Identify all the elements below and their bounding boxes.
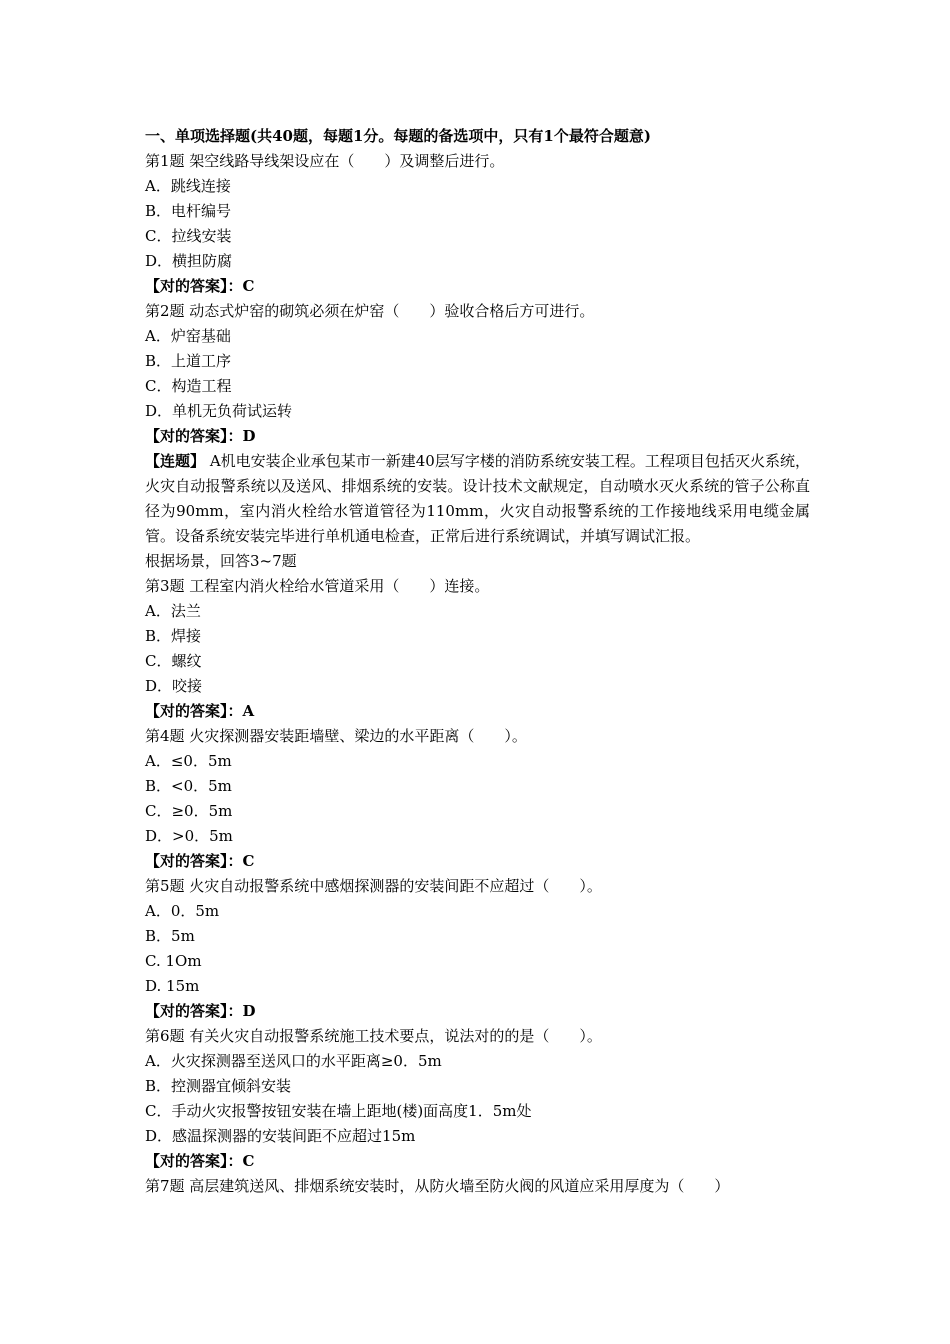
- question-3-answer: 【对的答案】：A: [145, 702, 255, 720]
- question-3-option-c: C．螺纹: [145, 652, 202, 670]
- question-3-option-d: D．咬接: [145, 677, 203, 695]
- scenario-label: 【连题】: [145, 452, 206, 470]
- question-6-option-d: D．感温探测器的安装间距不应超过15m: [145, 1127, 416, 1145]
- question-3-option-a: A．法兰: [145, 602, 201, 620]
- question-4-answer: 【对的答案】：C: [145, 852, 255, 870]
- question-1-option-a: A．跳线连接: [145, 177, 231, 195]
- question-4-option-c: C．≥0．5m: [145, 802, 233, 820]
- question-1-stem: 第1题 架空线路导线架设应在（ ）及调整后进行。: [145, 152, 505, 170]
- question-5-option-b: B．5m: [145, 927, 195, 945]
- question-6-option-a: A．火灾探测器至送风口的水平距离≥0．5m: [145, 1052, 442, 1070]
- question-1-option-c: C．拉线安装: [145, 227, 232, 245]
- question-3-stem: 第3题 工程室内消火栓给水管道采用（ ）连接。: [145, 577, 490, 595]
- question-3-option-b: B．焊接: [145, 627, 202, 645]
- question-6-option-b: B．控测器宜倾斜安装: [145, 1077, 292, 1095]
- question-6-stem: 第6题 有关火灾自动报警系统施工技术要点，说法对的的是（ ）。: [145, 1027, 602, 1045]
- question-4-option-b: B．<0．5m: [145, 777, 232, 795]
- question-1-answer: 【对的答案】：C: [145, 277, 255, 295]
- question-2-option-d: D．单机无负荷试运转: [145, 402, 293, 420]
- question-1-option-d: D．横担防腐: [145, 252, 233, 270]
- scenario-text: A机电安装企业承包某市一新建40层写字楼的消防系统安装工程。工程项目包括灭火系统，火灾自动报警系统以及送风、排烟系统的安装。设计技术文献规定，自动喷水灭火系统的管子公称直径为90mm，室内消火栓给水管道管径为110mm，火灾自动报警系统的工作接地线采用电缆金属管。设备系统安装完毕进行单机通电检查，正常后进行系统调试，并填写调试汇报。: [145, 452, 810, 545]
- question-5-option-c: C. 1Om: [145, 952, 202, 970]
- question-2-answer: 【对的答案】：D: [145, 427, 256, 445]
- question-4-option-d: D．>0．5m: [145, 827, 233, 845]
- question-4-option-a: A．≤0．5m: [145, 752, 232, 770]
- question-6-option-c: C．手动火灾报警按钮安装在墙上距地(楼)面高度1．5m处: [145, 1102, 532, 1120]
- scenario-paragraph: [145, 449, 810, 549]
- question-4-stem: 第4题 火灾探测器安装距墙壁、梁边的水平距离（ ）。: [145, 727, 527, 745]
- exam-document: [145, 124, 810, 1199]
- question-5-option-d: D. 15m: [145, 977, 200, 995]
- question-2-option-a: A．炉窑基础: [145, 327, 231, 345]
- section-heading: 一、单项选择题(共40题，每题1分。每题的备选项中，只有1个最符合题意): [145, 127, 651, 145]
- question-2-option-c: C．构造工程: [145, 377, 232, 395]
- question-5-stem: 第5题 火灾自动报警系统中感烟探测器的安装间距不应超过（ ）。: [145, 877, 602, 895]
- question-2-option-b: B．上道工序: [145, 352, 232, 370]
- question-5-answer: 【对的答案】：D: [145, 1002, 256, 1020]
- question-7-stem: 第7题 高层建筑送风、排烟系统安装时，从防火墙至防火阀的风道应采用厚度为（ ）: [145, 1177, 730, 1195]
- question-1-option-b: B．电杆编号: [145, 202, 232, 220]
- question-5-option-a: A．0．5m: [145, 902, 220, 920]
- scenario-prompt: 根据场景，回答3~7题: [145, 552, 297, 570]
- question-6-answer: 【对的答案】：C: [145, 1152, 255, 1170]
- question-2-stem: 第2题 动态式炉窑的砌筑必须在炉窑（ ）验收合格后方可进行。: [145, 302, 595, 320]
